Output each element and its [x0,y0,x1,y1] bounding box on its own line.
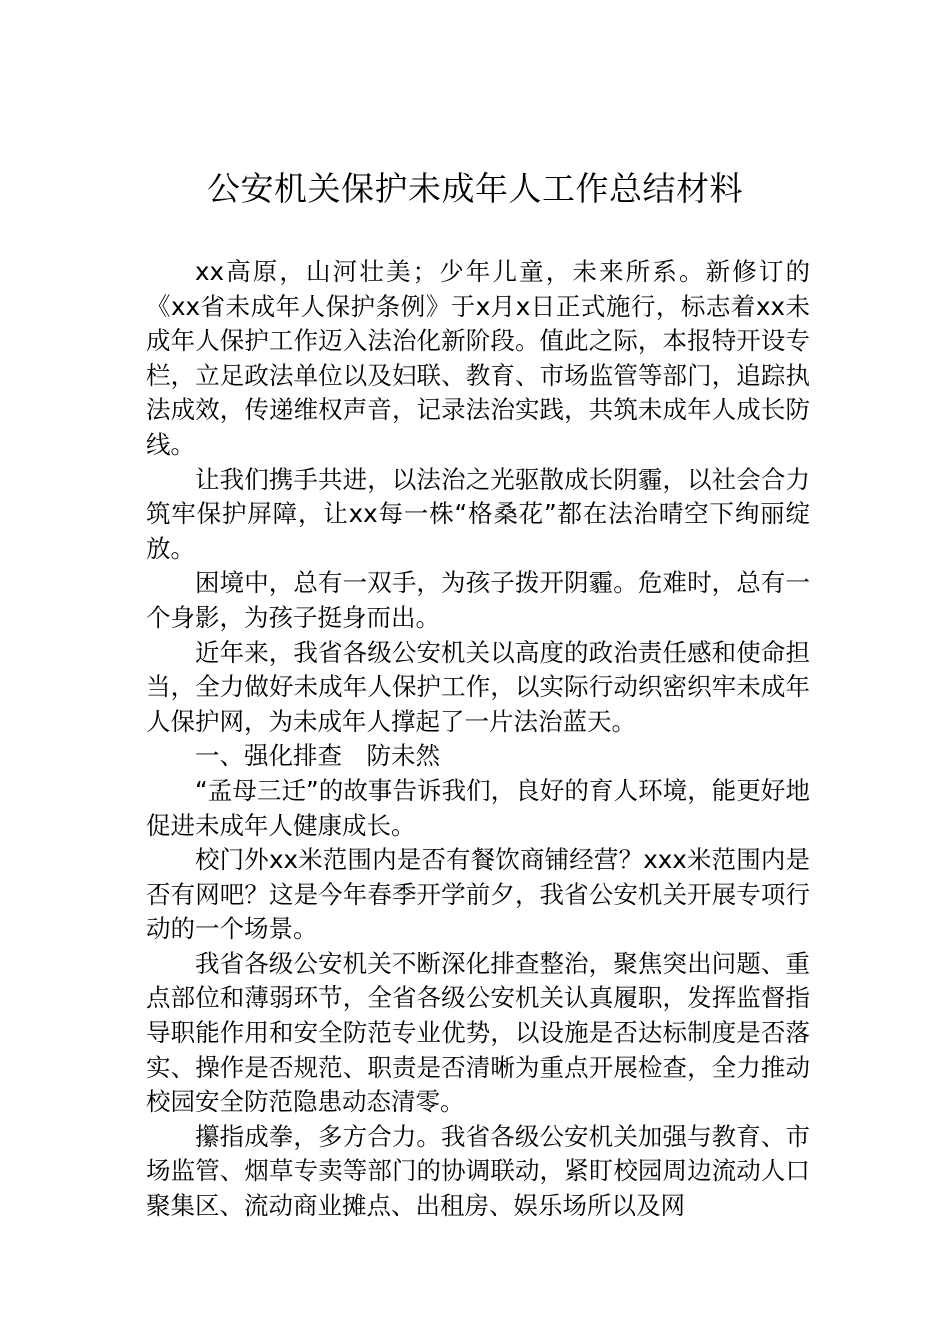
document-title: 公安机关保护未成年人工作总结材料 [207,169,743,208]
paragraph-joint-effort: 攥指成拳，多方合力。我省各级公安机关加强与教育、市场监管、烟草专卖等部门的协调联动，紧盯校园周边流动人口聚集区、流动商业摊点、出租房、娱乐场所以及网 [146,1121,810,1221]
paragraph-inspection: 我省各级公安机关不断深化排查整治，聚焦突出问题、重点部位和薄弱环节，全省各级公安机关认真履职，发挥监督指导职能作用和安全防范专业优势，以设施是否达标制度是否落实、操作是否规范、职责是否清晰为重点开展检查，全力推动校园安全防范隐患动态清零。 [146,948,810,1117]
section-heading: 一、强化排查 防未然 [195,741,440,771]
paragraph-intro: xx高原，山河壮美；少年儿童，未来所系。新修订的《xx省未成年人保护条例》于x月x日正式施行，标志着xx未成年人保护工作迈入法治化新阶段。值此之际，本报特开设专栏，立足政法单位以及妇联、教育、市场监管等部门，追踪执法成效，传递维权声音，记录法治实践，共筑未成年人成长防线。 [146,257,810,459]
paragraph-recent-years: 近年来，我省各级公安机关以高度的政治责任感和使命担当，全力做好未成年人保护工作，以实际行动织密织牢未成年人保护网，为未成年人撑起了一片法治蓝天。 [146,637,810,736]
paragraph-mencius-mother: “孟母三迁”的故事告诉我们，良好的育人环境，能更好地促进未成年人健康成长。 [146,775,810,840]
paragraph-school-gate: 校门外xx米范围内是否有餐饮商铺经营？xxx米范围内是否有网吧？这是今年春季开学前夕，我省公安机关开展专项行动的一个场景。 [146,845,810,944]
paragraph-hardship: 困境中，总有一双手，为孩子拨开阴霾。危难时，总有一个身影，为孩子挺身而出。 [146,568,810,632]
paragraph-call-to-action: 让我们携手共进，以法治之光驱散成长阴霾，以社会合力筑牢保护屏障，让xx每一株“格桑花”都在法治晴空下绚丽绽放。 [146,464,810,563]
document-body [146,255,810,1224]
